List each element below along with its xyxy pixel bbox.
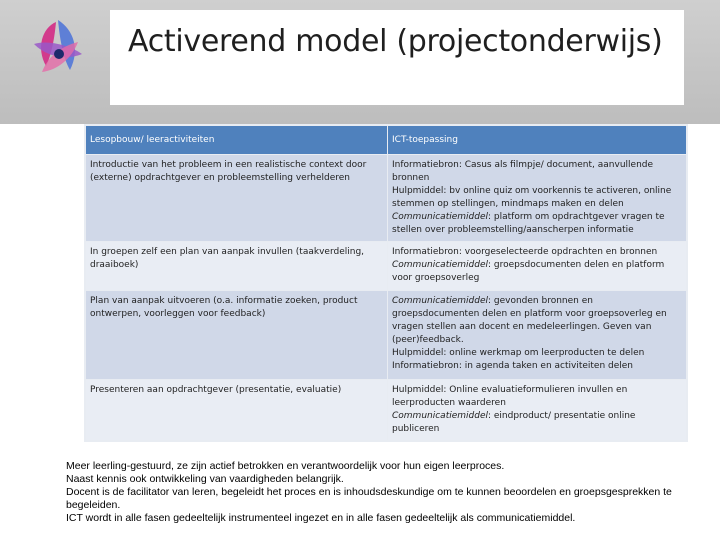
table-row (86, 242, 686, 290)
cell-activity: In groepen zelf een plan van aanpak invullen (taakverdeling, draaiboek) (86, 242, 387, 290)
table-header-row (86, 126, 686, 154)
ict-line: Informatiebron: in agenda taken en activiteiten delen (392, 361, 634, 371)
cell-ict (388, 291, 686, 379)
activity-table-frame (84, 124, 688, 442)
ict-line: Hulpmiddel: online werkmap om leerproducten te delen (392, 348, 645, 358)
note-line: ICT wordt in alle fasen gedeeltelijk instrumenteel ingezet en in alle fasen gedeeltelijk als communicatiemiddel. (66, 512, 576, 524)
ict-line: Hulpmiddel: Online evaluatieformulieren invullen en leerproducten waarderen (392, 385, 628, 408)
table-row (86, 155, 686, 241)
ict-line: Informatiebron: Casus als filmpje/ document, aanvullende bronnen (392, 160, 654, 183)
ict-line: Communicatiemiddel: gevonden bronnen en groepsdocumenten delen en platform voor groepsoverleg en vragen stellen aan docent en medeleerlingen. Geven van (peer)feedback. (392, 296, 667, 345)
column-header-lesopbouw: Lesopbouw/ leeractiviteiten (86, 126, 387, 154)
cell-activity: Introductie van het probleem in een realistische context door (externe) opdrachtgever en probleemstelling verhelderen (86, 155, 387, 241)
note-line: Meer leerling-gestuurd, ze zijn actief betrokken en verantwoordelijk voor hun eigen leerproces. (66, 460, 505, 472)
ict-line: Communicatiemiddel: platform om opdrachtgever vragen te stellen over probleemstelling/aanscherpen informatie (392, 212, 665, 235)
ict-line: Hulpmiddel: bv online quiz om voorkennis te activeren, online stemmen op stellingen, mindmaps maken en delen (392, 186, 672, 209)
cell-ict (388, 380, 686, 440)
column-header-ict: ICT-toepassing (388, 126, 686, 154)
notes-block (66, 460, 686, 525)
cell-activity: Presenteren aan opdrachtgever (presentatie, evaluatie) (86, 380, 387, 440)
slide-title: Activerend model (projectonderwijs) (128, 24, 663, 59)
ict-line: Communicatiemiddel: eindproduct/ presentatie online publiceren (392, 411, 636, 434)
ict-line: Communicatiemiddel: groepsdocumenten delen en platform voor groepsoverleg (392, 260, 665, 283)
table-row (86, 380, 686, 440)
cell-activity: Plan van aanpak uitvoeren (o.a. informatie zoeken, product ontwerpen, voorleggen voor feedback) (86, 291, 387, 379)
ict-line: Informatiebron: voorgeselecteerde opdrachten en bronnen (392, 247, 658, 257)
cell-ict (388, 155, 686, 241)
activity-table (85, 125, 687, 441)
logo-icon (24, 14, 88, 86)
note-line: Docent is de facilitator van leren, begeleidt het proces en is inhoudsdeskundige om te kunnen beoordelen en groepsgesprekken te begeleiden. (66, 486, 672, 511)
note-line: Naast kennis ook ontwikkeling van vaardigheden belangrijk. (66, 473, 344, 485)
cell-ict (388, 242, 686, 290)
logo-dot (54, 49, 64, 59)
table-row (86, 291, 686, 379)
